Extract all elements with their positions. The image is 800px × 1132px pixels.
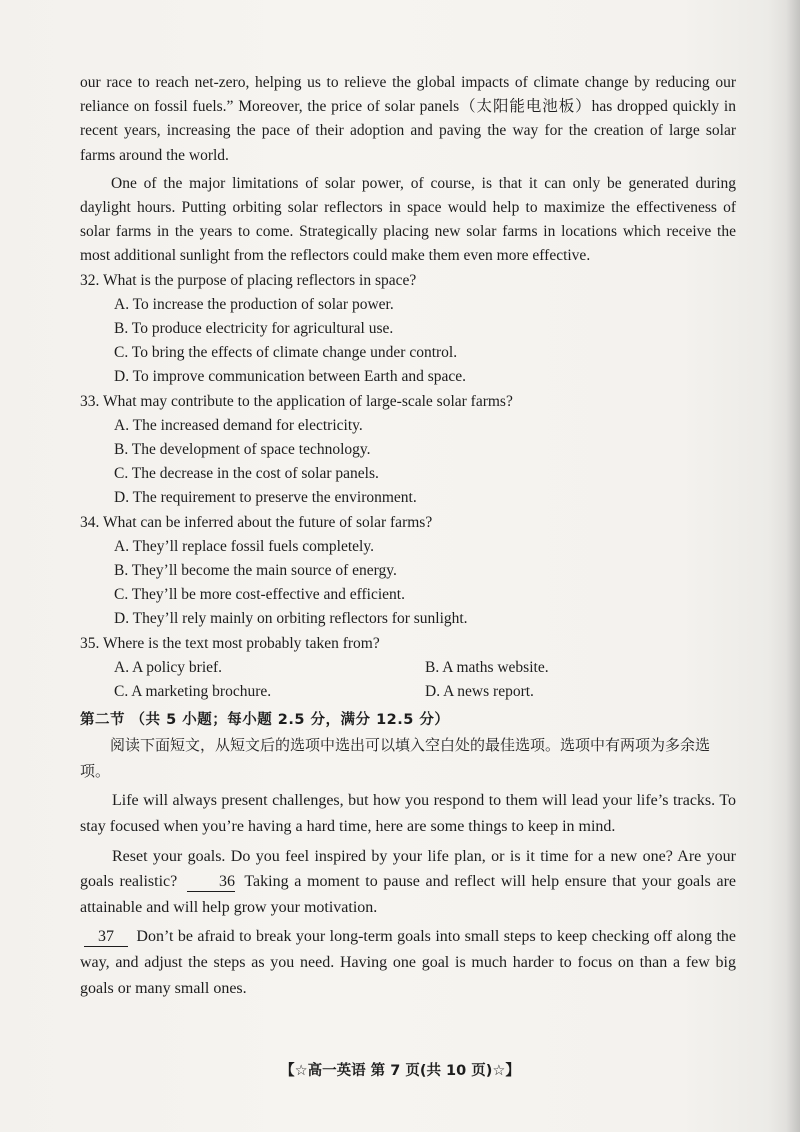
blank-37[interactable]: 37 <box>84 928 128 947</box>
paragraph-text: Don’t be afraid to break your long-term goals into small steps to keep checking off along the way, and adjust the steps as you need. Having one goal is much harder to focus on than a few big goals or many small ones. <box>80 928 737 997</box>
option-a: A. The increased demand for electricity. <box>114 416 363 434</box>
option-d: D. A news report. <box>425 683 534 701</box>
page-content <box>80 71 736 1001</box>
question-stem: 35. Where is the text most probably taken from? <box>80 634 380 652</box>
paragraph-text: Reset your goals. Do you feel inspired by your life plan, or is it time for a new one? Are your goals realistic? <box>80 847 736 891</box>
option-b: B. To produce electricity for agricultural use. <box>114 320 394 338</box>
question-stem: 34. What can be inferred about the future of solar farms? <box>80 513 433 531</box>
option-row <box>80 656 736 680</box>
option-b: B. They’ll become the main source of energy. <box>114 562 397 580</box>
passage-paragraph-1: our race to reach net-zero, helping us to relieve the global impacts of climate change by reducing our reliance on fossil fuels.” Moreover, the price of solar panels（太阳能电池板）has dropped quickly in recent years, increasing the pace of their adoption and paving the way for the creation of large solar farms around the world. <box>80 74 736 164</box>
option-row <box>80 680 736 704</box>
passage2-paragraph-2 <box>80 844 736 921</box>
question-33 <box>80 390 736 511</box>
option-a: A. A policy brief. <box>114 658 223 676</box>
option-c: C. A marketing brochure. <box>114 683 272 701</box>
question-34 <box>80 511 736 632</box>
passage2-paragraph-3 <box>80 924 736 1001</box>
section-2-title: 第二节 （共 5 小题；每小题 2.5 分，满分 12.5 分） <box>80 712 450 729</box>
option-b: B. A maths website. <box>425 658 549 676</box>
option-c: C. They’ll be more cost-effective and efficient. <box>114 586 405 604</box>
paragraph-text: Taking a moment to pause and reflect will help ensure that your goals are attainable and will help grow your motivation. <box>80 873 737 916</box>
question-32 <box>80 269 736 390</box>
option-b: B. The development of space technology. <box>114 441 371 459</box>
option-a: A. To increase the production of solar power. <box>114 295 394 313</box>
passage2-paragraph-1: Life will always present challenges, but how you respond to them will lead your life’s tracks. To stay focused when you’re having a hard time, here are some things to keep in mind. <box>80 792 736 836</box>
option-c: C. The decrease in the cost of solar panels. <box>114 465 379 483</box>
option-c: C. To bring the effects of climate change under control. <box>114 344 458 362</box>
section-2-instruction: 阅读下面短文，从短文后的选项中选出可以填入空白处的最佳选项。选项中有两项为多余选项。 <box>80 736 711 781</box>
option-d: D. They’ll rely mainly on orbiting reflectors for sunlight. <box>114 610 468 628</box>
blank-36[interactable]: 36 <box>187 873 235 892</box>
option-d: D. The requirement to preserve the environment. <box>114 489 417 507</box>
passage-paragraph-2: One of the major limitations of solar power, of course, is that it can only be generated during daylight hours. Putting orbiting solar reflectors in space would help to maximize the effectiveness of solar farms in the years to come. Strategically placing new solar farms in locations which receive the most additional sunlight from the reflectors could make them even more effective. <box>80 174 736 265</box>
question-stem: 32. What is the purpose of placing reflectors in space? <box>80 271 417 289</box>
option-a: A. They’ll replace fossil fuels completely. <box>114 537 374 555</box>
option-d: D. To improve communication between Earth and space. <box>114 368 467 386</box>
question-35 <box>80 632 736 705</box>
page-edge-shadow <box>786 0 800 1132</box>
question-stem: 33. What may contribute to the application of large-scale solar farms? <box>80 392 513 410</box>
page-footer: 【☆高一英语 第 7 页(共 10 页)☆】 <box>280 1063 520 1079</box>
